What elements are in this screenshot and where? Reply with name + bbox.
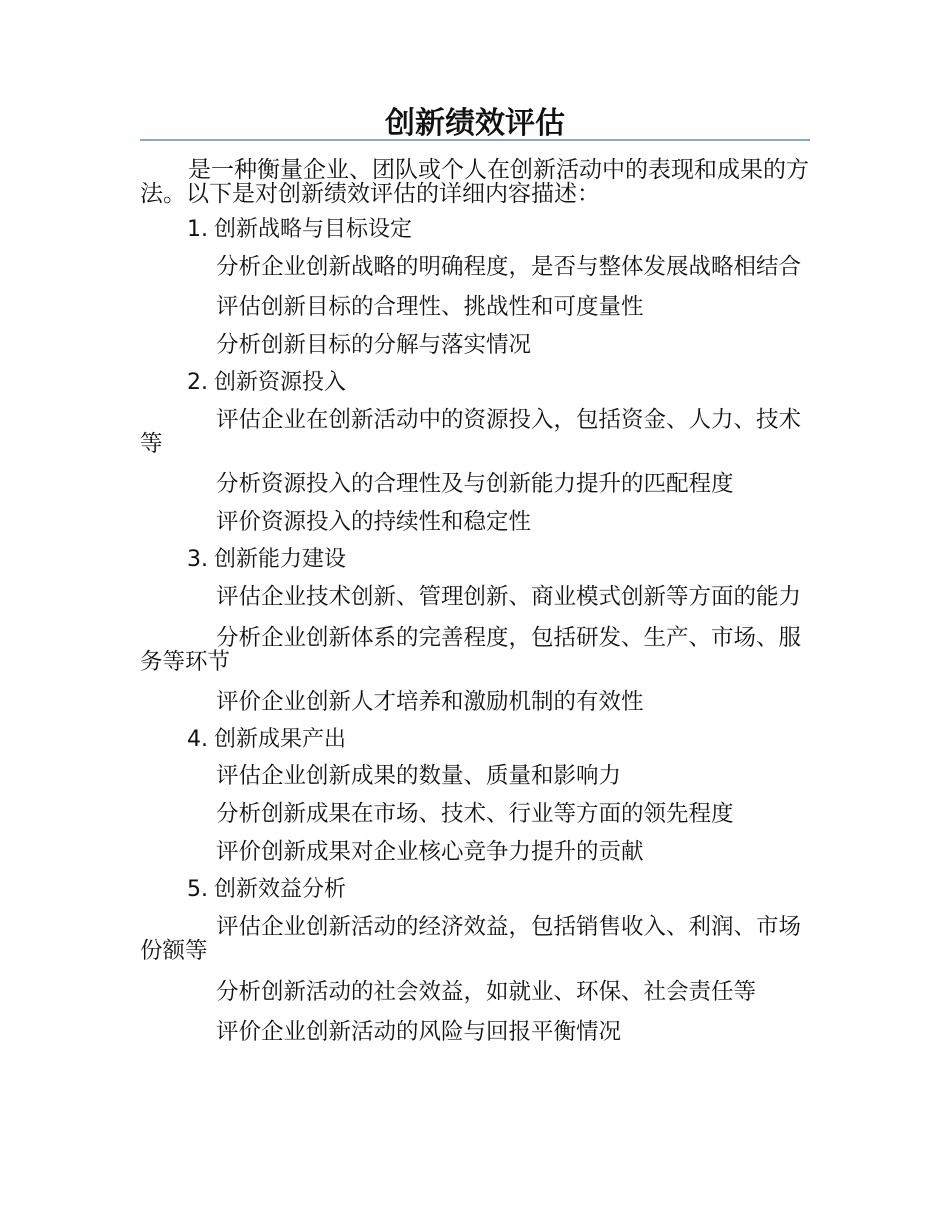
section-item: 评估企业技术创新、管理创新、商业模式创新等方面的能力	[216, 584, 802, 610]
section-item: 评价资源投入的持续性和稳定性	[216, 509, 532, 535]
section-heading-text: 创新成果产出	[214, 727, 347, 752]
section-heading-text: 创新能力建设	[214, 547, 347, 572]
section-number: 5.	[187, 877, 208, 902]
section-item: 评价企业创新活动的风险与回报平衡情况	[216, 1019, 622, 1045]
sections-container	[140, 216, 810, 1056]
section-heading-text: 创新资源投入	[214, 370, 347, 395]
section-item: 评估企业在创新活动中的资源投入，包括资金、人力、技术等	[140, 407, 802, 457]
section-number: 1.	[187, 217, 208, 242]
section-item: 分析创新目标的分解与落实情况	[216, 332, 532, 358]
section-heading	[140, 216, 810, 252]
section-heading	[140, 726, 810, 762]
section-5	[140, 876, 810, 1045]
section-item: 分析创新成果在市场、技术、行业等方面的领先程度	[216, 801, 734, 827]
section-item: 分析资源投入的合理性及与创新能力提升的匹配程度	[216, 471, 734, 497]
section-heading	[140, 876, 810, 912]
section-item: 分析企业创新战略的明确程度，是否与整体发展战略相结合	[216, 254, 802, 280]
section-heading	[140, 546, 810, 582]
section-heading-text: 创新战略与目标设定	[214, 217, 413, 242]
section-heading-text: 创新效益分析	[214, 877, 347, 902]
section-number: 2.	[187, 370, 208, 395]
section-item: 评估创新目标的合理性、挑战性和可度量性	[216, 294, 644, 320]
section-item: 分析企业创新体系的完善程度，包括研发、生产、市场、服务等环节	[140, 625, 802, 675]
section-item: 分析创新活动的社会效益，如就业、环保、社会责任等	[216, 979, 757, 1005]
title-underline	[140, 139, 810, 141]
section-item: 评价企业创新人才培养和激励机制的有效性	[216, 689, 644, 715]
section-3	[140, 546, 810, 715]
section-1	[140, 216, 810, 358]
section-4	[140, 726, 810, 865]
section-number: 3.	[187, 547, 208, 572]
intro-paragraph: 是一种衡量企业、团队或个人在创新活动中的表现和成果的方法。以下是对创新绩效评估的详细内容描述：	[140, 157, 809, 207]
section-item: 评估企业创新成果的数量、质量和影响力	[216, 763, 622, 789]
section-2	[140, 369, 810, 535]
section-item: 评价创新成果对企业核心竞争力提升的贡献	[216, 839, 644, 865]
document-title: 创新绩效评估	[385, 106, 565, 141]
section-heading	[140, 369, 810, 405]
section-number: 4.	[187, 727, 208, 752]
section-item: 评估企业创新活动的经济效益，包括销售收入、利润、市场份额等	[140, 914, 802, 964]
